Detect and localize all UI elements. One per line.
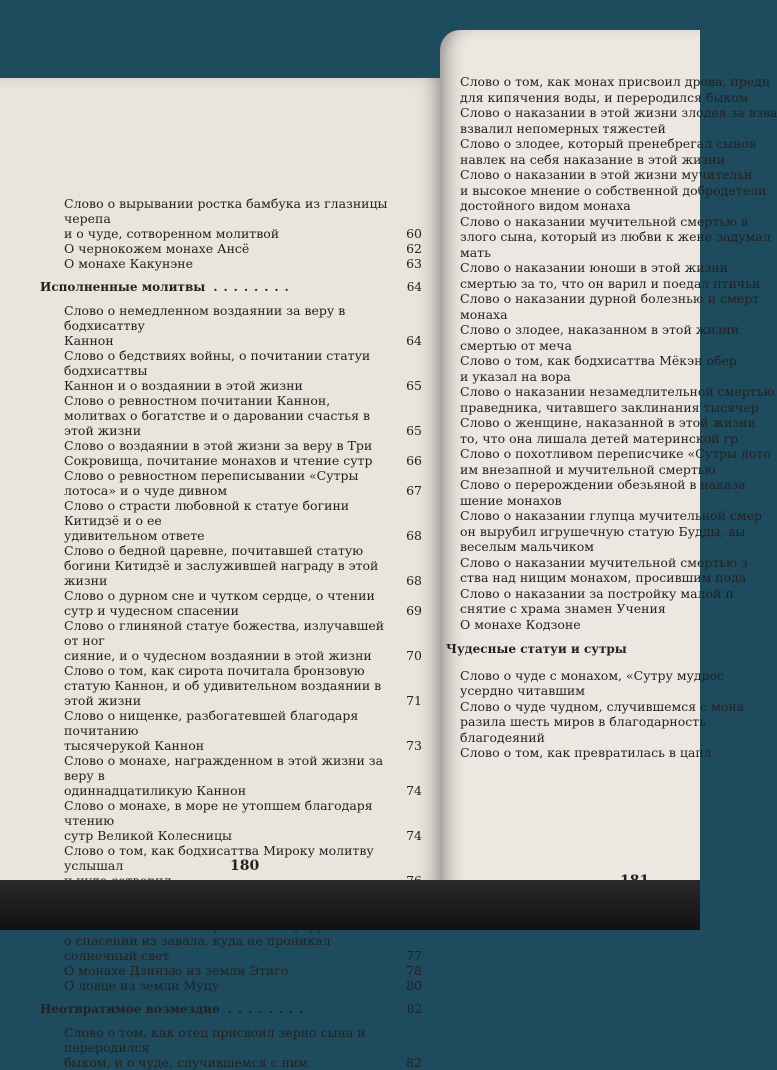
entry-title: Слово о монахе, награжденном в этой жизни за веру в [64,753,384,783]
entry-title: Слово о дурном сне и чутком сердце, о чтении сутр и чудесном спасении [64,588,375,618]
toc-entry [22,618,422,663]
toc-entry: Слово о наказании мучительной смертью в [460,213,748,229]
toc-entry: О монахе Кодзоне [460,616,581,632]
page-ref: 68 [406,528,422,543]
toc-entry: смертью за то, что он варил и поедал птичьи [460,275,761,291]
toc-entry: ства над нищим монахом, просившим пода [460,570,747,585]
entry-title: тысячерукой Каннон [64,738,205,753]
entry-title: Слово о нищенке, разбогатевшей благодаря почитанию [64,708,359,738]
toc-entry: снятие с храма знамен Учения [460,601,666,616]
left-page-number: 180 [230,858,260,874]
toc-entry: и указал на вора [460,368,571,384]
page-ref: 68 [406,573,422,588]
page-ref: 60 [406,226,422,241]
toc-entry [22,498,422,543]
entry-title: быком, и о чуде, случившемся с ним [64,1055,308,1070]
toc-entry [22,348,422,393]
page-ref: 63 [406,256,422,271]
entry-title: Слово о том, как бодхисаттва Мироку молитву услышал [64,843,374,873]
toc-entry: Слово о том, как превратилась в цапл [460,745,712,760]
toc-entry [22,708,422,753]
toc-entry: разила шесть миров в благодарность [460,714,707,729]
right-page [440,30,777,910]
toc-entry [22,978,422,993]
toc-entry: Слово о наказании юноши в этой жизни [460,260,729,275]
toc-entry: и высокое мнение о собственной добродетели [460,182,767,198]
page-ref: 82 [406,1002,422,1016]
left-page [0,78,445,1070]
entry-title: Слово о немедленном воздаянии за веру в бодхисаттву [64,303,346,333]
toc-entry: им внезапной и мучительной смертью [460,461,716,477]
page-ref: 82 [406,1055,422,1070]
toc-entry: Слово о похотливом переписчике «Сутры лото [460,446,771,461]
toc-entry: монаха [460,306,508,322]
right-toc [446,74,777,761]
toc-section-heading: Чудесные статуи и сутры [446,642,627,656]
toc-entry: Слово о наказании незамедлительной смертью [460,384,775,399]
toc-entry: Слово о наказании дурной болезнью и смерт [460,291,760,306]
page-ref: 64 [406,280,422,294]
page-ref: 74 [406,783,422,798]
toc-entry: Слово о том, как монах присвоил дрова, предн [460,74,771,89]
toc-entry: достойного видом монаха [460,198,631,213]
page-ref: 73 [406,738,422,753]
toc-entry [22,256,422,271]
toc-entry: Слово о наказании в этой жизни злодея за взва [460,105,777,120]
toc-entry: Слово о наказании в этой жизни мучительн [460,167,753,182]
toc-entry: усердно читавшим [460,683,585,698]
entry-title: О монахе Дзинъю из земли Этиго [64,963,289,978]
entry-title: сияние, и о чудесном воздаянии в этой жизни [64,648,372,663]
page-ref: 67 [406,483,422,498]
toc-entry: навлек на себя наказание в этой жизни [460,151,725,167]
entry-title: Слово о том, как сирота почитала бронзовую статую Каннон, и об удивительном воздаянии в этой жизни [64,663,382,708]
page-ref: 80 [406,978,422,993]
entry-title: Слово о ревностном переписывании «Сутры лотоса» и о чуде дивном [64,468,359,498]
entry-title: удивительном ответе [64,528,205,543]
entry-title: О чернокожем монахе Ансё [64,241,250,256]
toc-entry [22,468,422,498]
toc-section-heading [40,1002,422,1017]
entry-title: Слово о том, как отец присвоил зерно сына и переродился [64,1025,366,1055]
toc-entry: он вырубил игрушечную статую Будды, вы [460,523,746,539]
section-title: Неотвратимое возмездие [40,1002,220,1016]
entry-title: Слово о глиняной статуе божества, излучавшей от ног [64,618,385,648]
entry-title: Слово о воздаянии в этой жизни за веру в Три Сокровища, почитание монахов и чтение сутр [64,438,373,468]
toc-entry: праведника, читавшего заклинания тысячер [460,399,759,415]
entry-title: одиннадцатиликую Каннон [64,783,247,798]
toc-entry: то, что она лишала детей материнской гр [460,430,739,446]
toc-entry: Слово о перерождении обезьяной в наказа [460,477,746,492]
toc-entry: Слово о чуде с монахом, «Сутру мудрос [460,667,725,683]
leader-dots: ........ [227,1002,310,1016]
toc-entry: веселым мальчиком [460,539,594,554]
toc-entry [22,303,422,348]
entry-title: Каннон и о воздаянии в этой жизни [64,378,303,393]
toc-entry [22,963,422,978]
page-ref: 70 [406,648,422,663]
entry-title: Слово о бедствиях войны, о почитании статуи бодхисаттвы [64,348,371,378]
page-ref: 78 [406,963,422,978]
toc-entry [22,543,422,588]
toc-entry: взвалил непомерных тяжестей [460,120,666,136]
toc-entry [22,438,422,468]
page-ref: 62 [406,241,422,256]
entry-title: Слово о ревностном почитании Каннон, молитвах о богатстве и о даровании счастья в этой жизни [64,393,371,438]
page-ref: 69 [406,603,422,618]
page-ref: 71 [406,693,422,708]
toc-entry [22,663,422,708]
toc-entry: Слово о злодее, который пренебрегал сынов [460,136,756,151]
toc-entry [22,393,422,438]
toc-entry: шение монахов [460,492,562,508]
toc-entry: злого сына, который из любви к жене задумал [460,229,771,244]
toc-entry: Слово о наказании глупца мучительной смер [460,508,763,523]
page-ref: 64 [406,333,422,348]
toc-entry [22,753,422,798]
toc-entry [22,588,422,618]
entry-title: и о чуде, сотворенном молитвой [64,226,280,241]
toc-entry: Слово о злодее, наказанном в этой жизни [460,322,740,337]
entry-title: Слово о бедной царевне, почитавшей статую богини Китидзё и заслужившей награду в этой жизни [64,543,379,588]
toc-entry: Слово о женщине, наказанной в этой жизни [460,415,756,430]
leader-dots: ........ [213,280,295,294]
entry-title: О монахе Какунэне [64,256,194,271]
section-title: Исполненные молитвы [40,280,206,294]
toc-entry: Слово о том, как бодхисаттва Мёкэн обер [460,353,737,368]
toc-entry: Слово о чуде чудном, случившемся с мона [460,698,745,714]
toc-entry: для кипячения воды, и переродился быком [460,89,749,105]
page-ref: 65 [406,423,422,438]
entry-title: Слово о вырывании ростка бамбука из глазницы черепа [64,196,388,226]
entry-title: о спасении из завала, куда не проникал солнечный свет [64,933,331,963]
toc-entry [22,241,422,256]
entry-title: сутр Великой Колесницы [64,828,232,843]
toc-entry: Слово о наказании мучительной смертью з [460,554,748,570]
page-ref: 77 [406,948,422,963]
left-toc [22,196,422,1070]
entry-title: Слово о страсти любовной к статуе богини Китидзё и о ее [64,498,350,528]
page-ref: 65 [406,378,422,393]
toc-entry: смертью от меча [460,337,572,353]
toc-entry: благодеяний [460,729,545,745]
toc-entry [22,1025,422,1070]
toc-entry [22,798,422,843]
page-ref: 74 [406,828,422,843]
table-shadow [0,880,700,930]
toc-entry: Слово о наказании за постройку малой п [460,585,734,601]
entry-title: Каннон [64,333,114,348]
toc-section-heading [40,280,422,295]
page-ref: 66 [406,453,422,468]
toc-entry: мать [460,244,491,260]
toc-entry [22,196,422,241]
entry-title: Слово о монахе, в море не утопшем благодаря чтению [64,798,373,828]
entry-title: О ловце из земли Муцу [64,978,219,993]
